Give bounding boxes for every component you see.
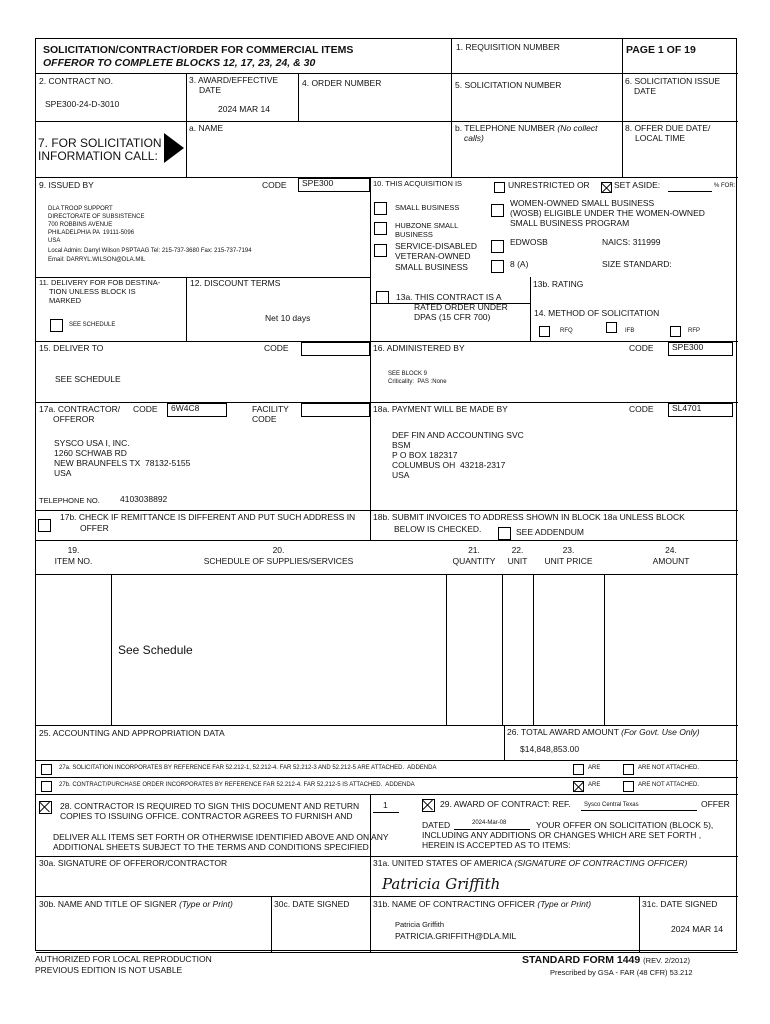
fob-label-3: MARKED <box>49 296 82 305</box>
officer-signature: Patricia Griffith <box>382 875 501 893</box>
payment-address: P O BOX 182317 <box>392 450 458 460</box>
fob-see-schedule-checkbox[interactable] <box>50 319 63 332</box>
facility-code-label: FACILITY <box>252 404 289 414</box>
27a-are-label: ARE <box>588 765 601 771</box>
remittance-label-2: OFFER <box>80 523 109 533</box>
col23-number: 23. <box>562 545 575 555</box>
sdvosb-checkbox[interactable] <box>374 244 387 257</box>
schedule-body: See Schedule <box>118 643 193 657</box>
set-aside-label: SET ASIDE: <box>614 180 661 190</box>
col20-header: SCHEDULE OF SUPPLIES/SERVICES <box>203 556 354 566</box>
payment-address: DEF FIN AND ACCOUNTING SVC <box>392 430 524 440</box>
contractor-code-label: CODE <box>133 404 158 414</box>
col24-number: 24. <box>665 545 677 555</box>
27b-are-checkbox[interactable] <box>573 781 584 792</box>
rfq-label: RFQ <box>560 328 573 334</box>
contractor-address: NEW BRAUNFELS TX 78132-5155 <box>54 458 191 468</box>
rating-label: 13b. RATING <box>533 279 584 289</box>
col19-number: 19. <box>67 545 80 555</box>
facility-code-box <box>301 403 370 417</box>
issue-date-label: 6. SOLICITATION ISSUE <box>625 76 721 86</box>
28-copies: 1 <box>383 800 388 810</box>
form-title: SOLICITATION/CONTRACT/ORDER FOR COMMERCIAL ITEMS <box>43 44 354 56</box>
col22-header: UNIT <box>507 556 528 566</box>
27b-are-label: ARE <box>588 782 601 788</box>
rated-order-label: 13a. THIS CONTRACT IS A <box>396 292 502 302</box>
contractor-code: 6W4C8 <box>171 403 200 413</box>
28-label: 28. CONTRACTOR IS REQUIRED TO SIGN THIS DOCUMENT AND RETURN <box>60 801 360 811</box>
phone-label: b. TELEPHONE NUMBER (No collect <box>455 123 598 133</box>
28-label-3: DELIVER ALL ITEMS SET FORTH OR OTHERWISE IDENTIFIED ABOVE AND ON ANY <box>53 832 389 842</box>
discount-terms-value: Net 10 days <box>265 313 311 323</box>
issued-by-line: 700 ROBBINS AVENUE <box>48 222 113 228</box>
fob-see-schedule-label: SEE SCHEDULE <box>69 322 116 328</box>
edwosb-checkbox[interactable] <box>491 240 504 253</box>
col24-header: AMOUNT <box>652 556 690 566</box>
sdvosb-label-2: VETERAN-OWNED <box>395 251 471 261</box>
order-number-label: 4. ORDER NUMBER <box>302 78 382 88</box>
29-label-3: INCLUDING ANY ADDITIONS OR CHANGES WHICH ARE SET FORTH , <box>422 830 702 840</box>
29-checkbox[interactable] <box>422 799 435 812</box>
small-business-checkbox[interactable] <box>374 202 387 215</box>
28-label-2: COPIES TO ISSUING OFFICE. CONTRACTOR AGREES TO FURNISH AND <box>60 811 353 821</box>
29-dated-label: DATED <box>422 820 451 830</box>
submit-invoices-label: 18b. SUBMIT INVOICES TO ADDRESS SHOWN IN BLOCK 18a UNLESS BLOCK <box>373 512 685 522</box>
remittance-checkbox[interactable] <box>38 519 51 532</box>
wosb-checkbox[interactable] <box>491 204 504 217</box>
phone-note: calls) <box>464 133 484 143</box>
payment-address: COLUMBUS OH 43218-2317 <box>392 460 506 470</box>
issue-date-label-2: DATE <box>634 86 657 96</box>
signer-name-label: 30b. NAME AND TITLE OF SIGNER (Type or Print) <box>39 899 233 909</box>
officer-email: PATRICIA.GRIFFITH@DLA.MIL <box>395 931 517 941</box>
payment-label: 18a. PAYMENT WILL BE MADE BY <box>373 404 508 414</box>
hubzone-checkbox[interactable] <box>374 222 387 235</box>
27a-are-not-label: ARE NOT ATTACHED. <box>638 765 700 771</box>
contractor-address: 1260 SCHWAB RD <box>54 448 127 458</box>
ifb-label: IFB <box>625 328 635 334</box>
info-call-label-2: INFORMATION CALL: <box>38 149 158 163</box>
27a-checkbox[interactable] <box>41 764 52 775</box>
27b-checkbox[interactable] <box>41 781 52 792</box>
footer-prescribed: Prescribed by GSA - FAR (48 CFR) 53.212 <box>550 968 693 977</box>
28-checkbox[interactable] <box>39 801 52 814</box>
col21-header: QUANTITY <box>452 556 496 566</box>
rfq-checkbox[interactable] <box>539 326 550 337</box>
unrestricted-checkbox[interactable] <box>494 182 505 193</box>
contractor-label: 17a. CONTRACTOR/ <box>39 404 121 414</box>
officer-date-label: 31c. DATE SIGNED <box>642 899 718 909</box>
27a-are-not-checkbox[interactable] <box>623 764 634 775</box>
addendum-label: SEE ADDENDUM <box>516 527 585 537</box>
contractor-phone-label: TELEPHONE NO. <box>39 496 100 505</box>
officer-name-label: 31b. NAME OF CONTRACTING OFFICER (Type or Print) <box>373 899 592 909</box>
footer-reproduction: AUTHORIZED FOR LOCAL REPRODUCTION <box>35 954 212 964</box>
administered-code-label: CODE <box>629 343 654 353</box>
rated-order-label-2: RATED ORDER UNDER <box>414 302 508 312</box>
requisition-label: 1. REQUISITION NUMBER <box>456 42 560 52</box>
method-label: 14. METHOD OF SOLICITATION <box>534 308 660 318</box>
issued-by-line: DIRECTORATE OF SUBSISTENCE <box>48 214 145 220</box>
edwosb-label: EDWOSB <box>510 237 548 247</box>
27a-label: 27a. SOLICITATION INCORPORATES BY REFERENCE FAR 52.212-1, 52.212-4. FAR 52.212-3 AND 52.212-5 ARE ATTACHED. ADDENDA <box>59 765 437 771</box>
officer-name: Patricia Griffith <box>395 920 445 929</box>
offeror-date-label: 30c. DATE SIGNED <box>274 899 350 909</box>
rfp-label: RFP <box>688 328 700 334</box>
form-subtitle: OFFEROR TO COMPLETE BLOCKS 12, 17, 23, 24, & 30 <box>43 57 316 69</box>
col21-number: 21. <box>468 545 480 555</box>
page-indicator: PAGE 1 OF 19 <box>626 44 696 56</box>
28-label-4: ADDITIONAL SHEETS SUBJECT TO THE TERMS AND CONDITIONS SPECIFIED <box>53 842 369 852</box>
rfp-checkbox[interactable] <box>670 326 681 337</box>
award-date: 2024 MAR 14 <box>218 104 270 114</box>
col19-header: ITEM NO. <box>54 556 93 566</box>
submit-invoices-label-2: BELOW IS CHECKED. <box>394 524 482 534</box>
name-label: a. NAME <box>189 123 224 133</box>
wosb-label: WOMEN-OWNED SMALL BUSINESS <box>510 198 655 208</box>
29-ref: Sysco Central Texas <box>584 802 639 808</box>
administered-line: SEE BLOCK 9 <box>388 371 428 377</box>
payment-code: SL4701 <box>672 403 702 413</box>
hubzone-label-2: BUSINESS <box>395 230 433 239</box>
set-aside-checkbox[interactable] <box>601 182 612 193</box>
total-award-amount: $14,848,853.00 <box>520 744 580 754</box>
fob-label-2: TION UNLESS BLOCK IS <box>49 287 136 296</box>
29-dated-value: 2024-Mar-08 <box>472 820 507 826</box>
contractor-address: SYSCO USA I, INC. <box>54 438 130 448</box>
deliver-to-label: 15. DELIVER TO <box>39 343 104 353</box>
officer-date: 2024 MAR 14 <box>671 924 723 934</box>
27a-are-checkbox[interactable] <box>573 764 584 775</box>
contract-label: 2. CONTRACT NO. <box>39 76 113 86</box>
acquisition-label: 10. THIS ACQUISITION IS <box>373 179 463 188</box>
solicitation-number-label: 5. SOLICITATION NUMBER <box>455 80 562 90</box>
27b-are-not-checkbox[interactable] <box>623 781 634 792</box>
size-standard-label: SIZE STANDARD: <box>602 259 672 269</box>
29-label: 29. AWARD OF CONTRACT: REF. <box>440 799 571 809</box>
contractor-address: USA <box>54 468 72 478</box>
remittance-label: 17b. CHECK IF REMITTANCE IS DIFFERENT AND PUT SUCH ADDRESS IN <box>60 512 356 522</box>
facility-code-label-2: CODE <box>252 414 277 424</box>
eight-a-checkbox[interactable] <box>491 260 504 273</box>
award-label-2: DATE <box>199 85 222 95</box>
wosb-label-2: (WOSB) ELIGIBLE UNDER THE WOMEN-OWNED <box>510 208 705 218</box>
discount-terms-label: 12. DISCOUNT TERMS <box>190 278 281 288</box>
pct-for-label: % FOR: <box>714 183 736 189</box>
payment-address: USA <box>392 470 410 480</box>
eight-a-label: 8 (A) <box>510 259 529 269</box>
sdvosb-label-3: SMALL BUSINESS <box>395 262 468 272</box>
issued-by-label: 9. ISSUED BY <box>39 180 94 190</box>
rated-order-label-3: DPAS (15 CFR 700) <box>414 312 491 322</box>
col22-number: 22. <box>511 545 524 555</box>
wosb-label-3: SMALL BUSINESS PROGRAM <box>510 218 630 228</box>
accounting-label: 25. ACCOUNTING AND APPROPRIATION DATA <box>39 728 225 738</box>
naics-label: NAICS: 311999 <box>602 237 661 247</box>
footer-form-name: STANDARD FORM 1449 (REV. 2/2012) <box>522 954 691 966</box>
29-label-2: YOUR OFFER ON SOLICITATION (BLOCK 5), <box>536 820 714 830</box>
contract-number: SPE300-24-D-3010 <box>45 99 120 109</box>
award-label: 3. AWARD/EFFECTIVE <box>189 75 279 85</box>
issued-by-line: DLA TROOP SUPPORT <box>48 206 113 212</box>
offer-due-label-2: LOCAL TIME <box>635 133 686 143</box>
sdvosb-label: SERVICE-DISABLED <box>395 241 478 251</box>
offeror-signature-label: 30a. SIGNATURE OF OFFEROR/CONTRACTOR <box>39 858 228 868</box>
contractor-phone: 4103038892 <box>120 494 168 504</box>
small-business-label: SMALL BUSINESS <box>395 203 460 212</box>
ifb-checkbox[interactable] <box>606 322 617 333</box>
issued-by-line: Local Admin: Darryl Wilson PSPTAAG Tel: 215-737-3680 Fax: 215-737-7194 <box>48 248 252 254</box>
administered-by-label: 16. ADMINISTERED BY <box>373 343 465 353</box>
issued-by-line: Email: DARRYL.WILSON@DLA.MIL <box>48 257 146 263</box>
footer-previous-edition: PREVIOUS EDITION IS NOT USABLE <box>35 965 183 975</box>
col20-number: 20. <box>272 545 285 555</box>
info-call-label: 7. FOR SOLICITATION <box>38 136 162 150</box>
27b-label: 27b. CONTRACT/PURCHASE ORDER INCORPORATES BY REFERENCE FAR 52.212-4. FAR 52.212-5 IS ATTACHED. ADDENDA <box>59 782 415 788</box>
total-award-label: 26. TOTAL AWARD AMOUNT (For Govt. Use Only) <box>507 727 700 737</box>
unrestricted-label: UNRESTRICTED OR <box>508 180 590 190</box>
officer-signature-label: 31a. UNITED STATES OF AMERICA (SIGNATURE OF CONTRACTING OFFICER) <box>373 858 688 868</box>
29-offer-label: OFFER <box>701 799 730 809</box>
rated-order-checkbox[interactable] <box>376 291 389 304</box>
payment-code-label: CODE <box>629 404 654 414</box>
hubzone-label: HUBZONE SMALL <box>395 221 459 230</box>
issued-by-code-label: CODE <box>262 180 287 190</box>
sf1449-form <box>35 38 737 951</box>
administered-line: Criticality: PAS :None <box>388 379 447 385</box>
issued-by-line: USA <box>48 238 61 244</box>
deliver-to-code-label: CODE <box>264 343 289 353</box>
payment-address: BSM <box>392 440 411 450</box>
issued-by-line: PHILADELPHIA PA 19111-5096 <box>48 230 135 236</box>
addendum-checkbox[interactable] <box>498 527 511 540</box>
offer-due-label: 8. OFFER DUE DATE/ <box>625 123 711 133</box>
27b-are-not-label: ARE NOT ATTACHED. <box>638 782 700 788</box>
issued-by-code: SPE300 <box>302 178 334 188</box>
deliver-to-code-box <box>301 342 370 356</box>
fob-label: 11. DELIVERY FOR FOB DESTINA- <box>39 278 161 287</box>
contractor-label-2: OFFEROR <box>53 414 95 424</box>
administered-code: SPE300 <box>672 342 704 352</box>
deliver-to-value: SEE SCHEDULE <box>55 374 121 384</box>
29-label-4: HEREIN IS ACCEPTED AS TO ITEMS: <box>422 840 571 850</box>
arrow-right-icon <box>164 133 186 163</box>
col23-header: UNIT PRICE <box>544 556 593 566</box>
